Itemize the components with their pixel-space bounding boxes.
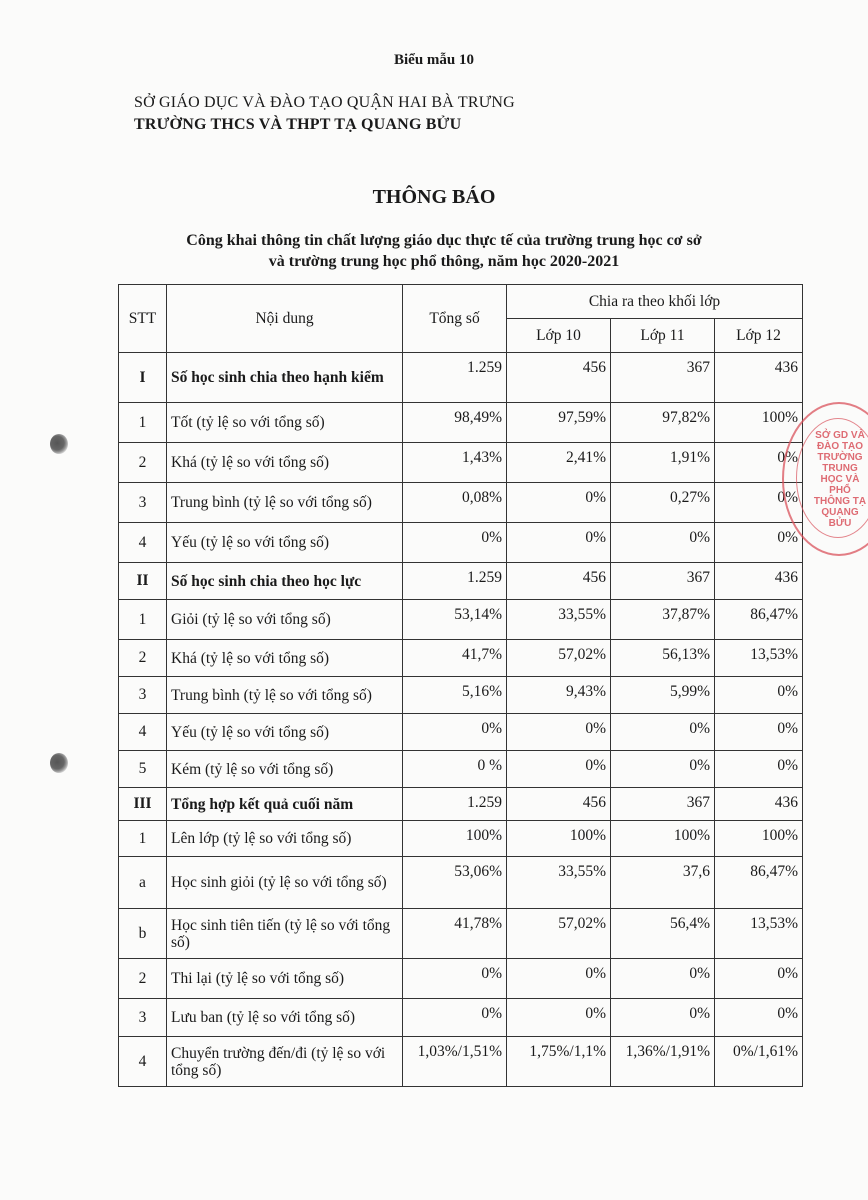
table-row xyxy=(119,788,803,821)
row-content: Chuyển trường đến/đi (tỷ lệ so với tổng số) xyxy=(167,1037,403,1087)
row-stt: I xyxy=(119,353,167,403)
row-content: Học sinh giỏi (tỷ lệ so với tổng số) xyxy=(167,857,403,909)
row-grade-11: 100% xyxy=(611,821,715,857)
table-row xyxy=(119,751,803,788)
row-grade-12: 0% xyxy=(715,959,803,999)
row-grade-10: 57,02% xyxy=(507,909,611,959)
row-content: Lên lớp (tỷ lệ so với tổng số) xyxy=(167,821,403,857)
row-content: Tốt (tỷ lệ so với tổng số) xyxy=(167,403,403,443)
row-grade-12: 13,53% xyxy=(715,909,803,959)
row-grade-11: 367 xyxy=(611,788,715,821)
row-grade-11: 0% xyxy=(611,523,715,563)
row-total: 0 % xyxy=(403,751,507,788)
row-content: Số học sinh chia theo học lực xyxy=(167,563,403,600)
row-grade-11: 0% xyxy=(611,714,715,751)
row-stt: 4 xyxy=(119,523,167,563)
row-stt: 4 xyxy=(119,1037,167,1087)
punch-hole xyxy=(50,434,68,454)
table-row xyxy=(119,563,803,600)
row-content: Khá (tỷ lệ so với tổng số) xyxy=(167,640,403,677)
row-content: Số học sinh chia theo hạnh kiểm xyxy=(167,353,403,403)
row-grade-12: 0% xyxy=(715,677,803,714)
row-content: Học sinh tiên tiến (tỷ lệ so với tổng số) xyxy=(167,909,403,959)
table-row xyxy=(119,523,803,563)
row-grade-10: 1,75%/1,1% xyxy=(507,1037,611,1087)
header-grade-11: Lớp 11 xyxy=(611,319,715,353)
form-label: Biểu mẫu 10 xyxy=(393,52,474,68)
row-total: 1.259 xyxy=(403,563,507,600)
row-stt: 4 xyxy=(119,714,167,751)
row-grade-12: 0%/1,61% xyxy=(715,1037,803,1087)
row-grade-12: 436 xyxy=(715,353,803,403)
row-total: 53,14% xyxy=(403,600,507,640)
row-stt: b xyxy=(119,909,167,959)
row-total: 1,03%/1,51% xyxy=(403,1037,507,1087)
row-content: Yếu (tỷ lệ so với tổng số) xyxy=(167,714,403,751)
row-stt: 3 xyxy=(119,677,167,714)
row-grade-11: 1,36%/1,91% xyxy=(611,1037,715,1087)
row-grade-11: 5,99% xyxy=(611,677,715,714)
row-content: Trung bình (tỷ lệ so với tổng số) xyxy=(167,483,403,523)
row-total: 0% xyxy=(403,523,507,563)
row-content: Khá (tỷ lệ so với tổng số) xyxy=(167,443,403,483)
row-total: 1.259 xyxy=(403,788,507,821)
row-grade-10: 33,55% xyxy=(507,857,611,909)
row-grade-10: 0% xyxy=(507,523,611,563)
row-stt: 1 xyxy=(119,821,167,857)
row-stt: 1 xyxy=(119,403,167,443)
row-total: 1.259 xyxy=(403,353,507,403)
row-content: Tổng hợp kết quả cuối năm xyxy=(167,788,403,821)
table-body xyxy=(119,353,803,1087)
row-grade-12: 0% xyxy=(715,443,803,483)
row-total: 53,06% xyxy=(403,857,507,909)
row-stt: 2 xyxy=(119,443,167,483)
row-stt: 1 xyxy=(119,600,167,640)
header-stt: STT xyxy=(119,285,167,353)
row-stt: II xyxy=(119,563,167,600)
row-content: Kém (tỷ lệ so với tổng số) xyxy=(167,751,403,788)
row-grade-12: 13,53% xyxy=(715,640,803,677)
row-grade-10: 0% xyxy=(507,714,611,751)
row-content: Yếu (tỷ lệ so với tổng số) xyxy=(167,523,403,563)
table-row xyxy=(119,483,803,523)
row-grade-12: 436 xyxy=(715,788,803,821)
row-grade-12: 0% xyxy=(715,714,803,751)
row-total: 98,49% xyxy=(403,403,507,443)
row-grade-11: 37,6 xyxy=(611,857,715,909)
row-content: Trung bình (tỷ lệ so với tổng số) xyxy=(167,677,403,714)
row-grade-10: 0% xyxy=(507,483,611,523)
row-grade-12: 436 xyxy=(715,563,803,600)
row-total: 1,43% xyxy=(403,443,507,483)
row-total: 100% xyxy=(403,821,507,857)
row-total: 5,16% xyxy=(403,677,507,714)
table-row xyxy=(119,677,803,714)
row-stt: 3 xyxy=(119,483,167,523)
row-total: 41,7% xyxy=(403,640,507,677)
header-grade-10: Lớp 10 xyxy=(507,319,611,353)
row-grade-11: 56,4% xyxy=(611,909,715,959)
department-name: SỞ GIÁO DỤC VÀ ĐÀO TẠO QUẬN HAI BÀ TRƯNG xyxy=(134,94,515,111)
row-grade-12: 0% xyxy=(715,523,803,563)
table-row xyxy=(119,640,803,677)
row-grade-11: 97,82% xyxy=(611,403,715,443)
row-grade-10: 97,59% xyxy=(507,403,611,443)
row-grade-11: 367 xyxy=(611,563,715,600)
row-grade-11: 0,27% xyxy=(611,483,715,523)
row-grade-12: 86,47% xyxy=(715,600,803,640)
table-row xyxy=(119,1037,803,1087)
row-grade-11: 0% xyxy=(611,959,715,999)
row-grade-10: 33,55% xyxy=(507,600,611,640)
row-grade-10: 9,43% xyxy=(507,677,611,714)
table-row xyxy=(119,909,803,959)
punch-hole xyxy=(50,753,68,773)
row-total: 0% xyxy=(403,959,507,999)
row-stt: 3 xyxy=(119,999,167,1037)
document-title: THÔNG BÁO xyxy=(372,186,496,208)
row-grade-12: 0% xyxy=(715,751,803,788)
table-row xyxy=(119,857,803,909)
row-stt: a xyxy=(119,857,167,909)
header-content: Nội dung xyxy=(167,285,403,353)
header-grade-12: Lớp 12 xyxy=(715,319,803,353)
row-grade-10: 57,02% xyxy=(507,640,611,677)
row-total: 0% xyxy=(403,714,507,751)
row-stt: III xyxy=(119,788,167,821)
official-stamp-text: SỞ GD VÀ ĐÀO TẠO TRƯỜNG TRUNG HỌC VÀ PHỔ THÔNG TẠ QUANG BỬU xyxy=(813,430,867,529)
table-row xyxy=(119,959,803,999)
table-row xyxy=(119,443,803,483)
table-row xyxy=(119,353,803,403)
row-grade-11: 0% xyxy=(611,999,715,1037)
statistics-table xyxy=(118,284,803,1087)
row-stt: 2 xyxy=(119,959,167,999)
subtitle-line-1: Công khai thông tin chất lượng giáo dục thực tế của trường trung học cơ sở xyxy=(186,232,702,249)
row-grade-10: 456 xyxy=(507,353,611,403)
row-grade-12: 100% xyxy=(715,821,803,857)
row-grade-10: 456 xyxy=(507,563,611,600)
table-row xyxy=(119,600,803,640)
row-stt: 5 xyxy=(119,751,167,788)
row-grade-10: 100% xyxy=(507,821,611,857)
row-total: 41,78% xyxy=(403,909,507,959)
row-grade-10: 0% xyxy=(507,999,611,1037)
row-stt: 2 xyxy=(119,640,167,677)
row-content: Lưu ban (tỷ lệ so với tổng số) xyxy=(167,999,403,1037)
row-total: 0,08% xyxy=(403,483,507,523)
subtitle-line-2: và trường trung học phổ thông, năm học 2020-2021 xyxy=(268,253,620,270)
header-grade-group: Chia ra theo khối lớp xyxy=(507,285,803,319)
row-total: 0% xyxy=(403,999,507,1037)
row-grade-11: 37,87% xyxy=(611,600,715,640)
row-grade-12: 86,47% xyxy=(715,857,803,909)
row-grade-11: 0% xyxy=(611,751,715,788)
table-row xyxy=(119,999,803,1037)
table-row xyxy=(119,403,803,443)
row-content: Giỏi (tỷ lệ so với tổng số) xyxy=(167,600,403,640)
row-grade-12: 0% xyxy=(715,483,803,523)
row-grade-10: 456 xyxy=(507,788,611,821)
table-row xyxy=(119,714,803,751)
school-name: TRƯỜNG THCS VÀ THPT TẠ QUANG BỬU xyxy=(134,116,462,133)
row-grade-11: 1,91% xyxy=(611,443,715,483)
row-grade-10: 2,41% xyxy=(507,443,611,483)
row-content: Thi lại (tỷ lệ so với tổng số) xyxy=(167,959,403,999)
header-total: Tổng số xyxy=(403,285,507,353)
row-grade-11: 367 xyxy=(611,353,715,403)
row-grade-11: 56,13% xyxy=(611,640,715,677)
row-grade-12: 100% xyxy=(715,403,803,443)
table-row xyxy=(119,821,803,857)
row-grade-12: 0% xyxy=(715,999,803,1037)
row-grade-10: 0% xyxy=(507,751,611,788)
row-grade-10: 0% xyxy=(507,959,611,999)
